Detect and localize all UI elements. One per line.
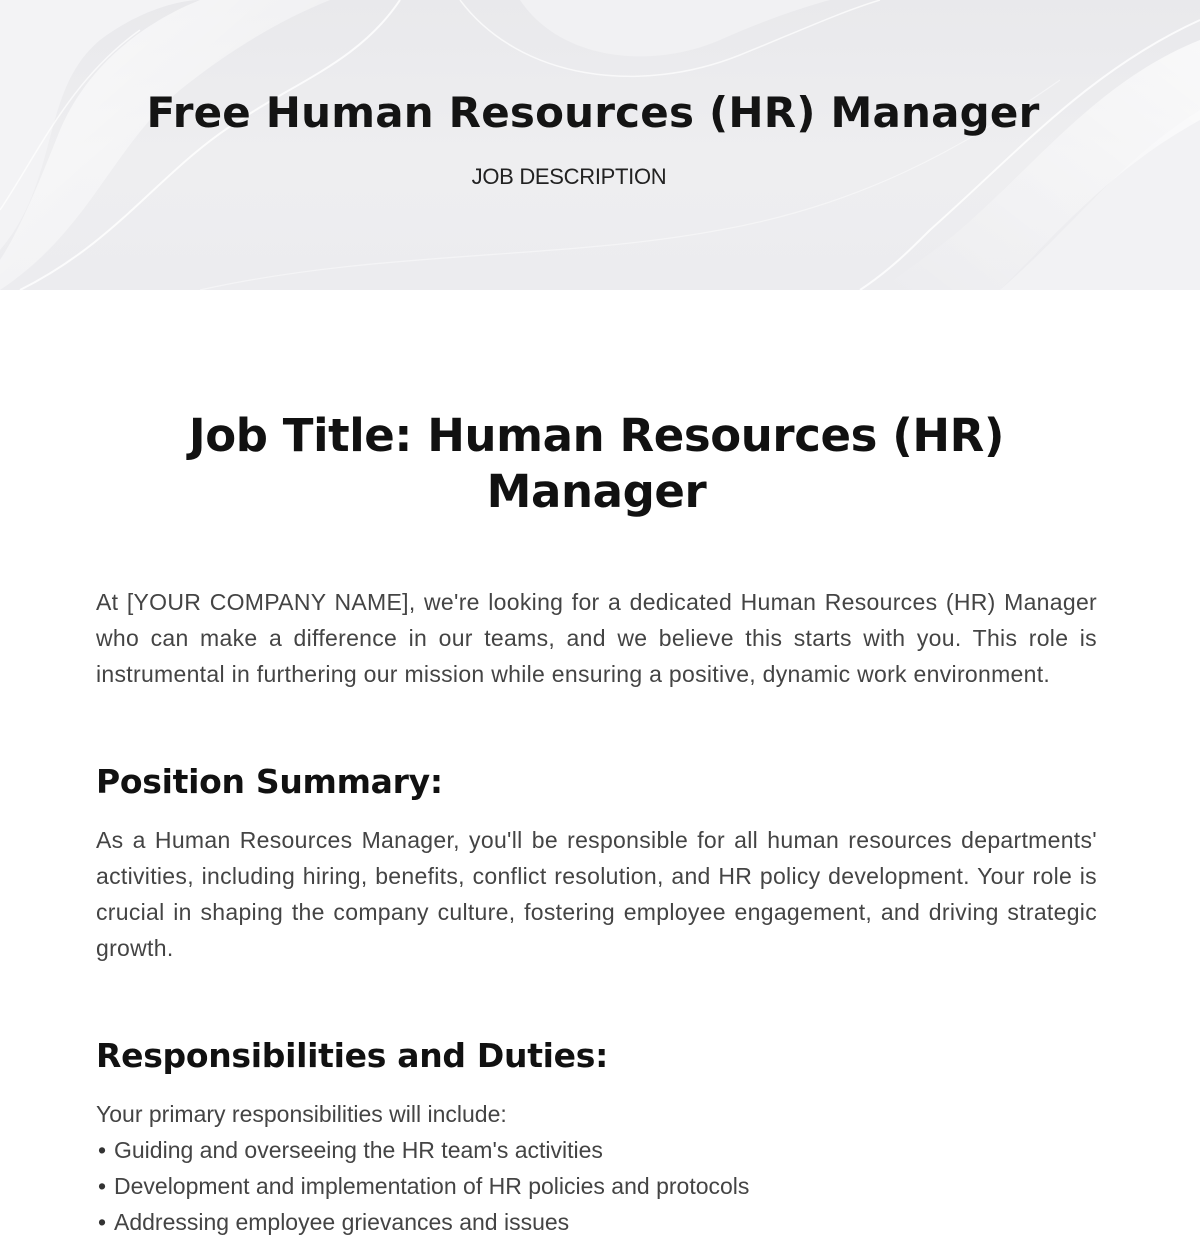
responsibilities-intro: Your primary responsibilities will include:: [96, 1101, 507, 1127]
responsibilities-heading: Responsibilities and Duties:: [96, 1036, 608, 1075]
wave-background-graphic: [0, 0, 1200, 290]
bullet-icon: •: [98, 1209, 107, 1235]
banner-title: Free Human Resources (HR) Manager: [146, 88, 1040, 137]
bullet-icon: •: [98, 1173, 107, 1199]
intro-paragraph: At [YOUR COMPANY NAME], we're looking for a dedicated Human Resources (HR) Manager who can make a difference in our teams, and we believe this starts with you. This role is instrumental in furthering our mission while ensuring a positive, dynamic work environment.: [96, 589, 1097, 687]
list-item-text: Development and implementation of HR policies and protocols: [114, 1173, 750, 1199]
list-item: [96, 1204, 1097, 1240]
list-item-text: Addressing employee grievances and issues: [114, 1209, 570, 1235]
list-item-text: Guiding and overseeing the HR team's activities: [114, 1137, 603, 1163]
position-summary-text: As a Human Resources Manager, you'll be responsible for all human resources departments' activities, including hiring, benefits, conflict resolution, and HR policy development. Your role is crucial in shaping the company culture, fostering employee engagement, and driving strategic growth.: [96, 827, 1097, 961]
position-summary-heading: Position Summary:: [96, 762, 443, 801]
header-banner: [0, 0, 1200, 290]
list-item: [96, 1168, 1097, 1204]
banner-subtitle: JOB DESCRIPTION: [471, 164, 667, 189]
responsibilities-list: [96, 1132, 1097, 1240]
bullet-icon: •: [98, 1137, 107, 1163]
job-title-heading: Job Title: Human Resources (HR) Manager: [188, 409, 1005, 518]
list-item: [96, 1132, 1097, 1168]
document-body: [96, 290, 1097, 1240]
